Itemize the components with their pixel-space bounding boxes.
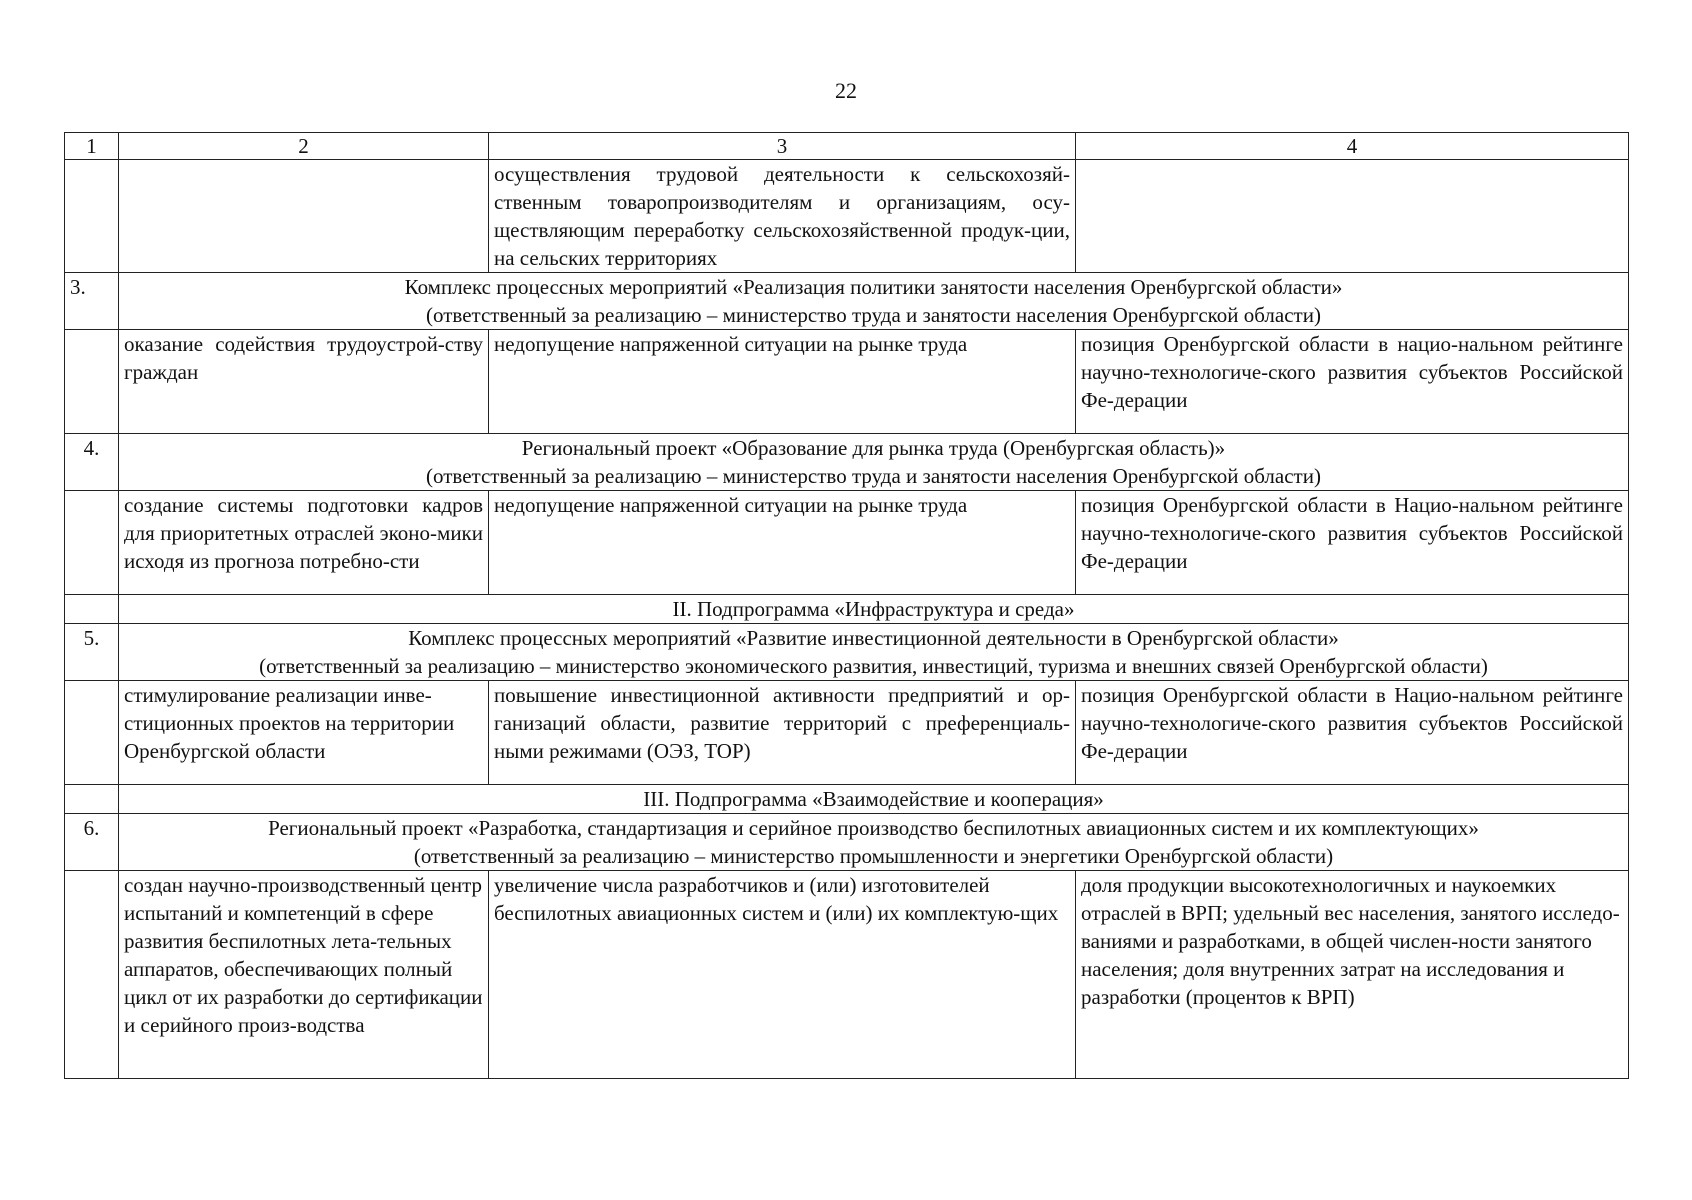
effect-cell: увеличение числа разработчиков и (или) изготовителей беспилотных авиационных систем и (или) их комплектую-щих — [489, 871, 1076, 1079]
column-number: 1 — [65, 133, 119, 160]
section-title: Региональный проект «Образование для рынка труда (Оренбургская область)» — [521, 436, 1226, 460]
section-responsible: (ответственный за реализацию – министерство труда и занятости населения Оренбургской области) — [426, 464, 1321, 488]
row-number: 5. — [65, 624, 119, 681]
task-cell: создание системы подготовки кадров для приоритетных отраслей эконо-мики исходя из прогноза потребно-сти — [119, 491, 489, 595]
section-header-row — [65, 814, 1629, 871]
section-responsible: (ответственный за реализацию – министерство промышленности и энергетики Оренбургской области) — [413, 844, 1334, 868]
section-header-row — [65, 434, 1629, 491]
num-cell — [65, 491, 119, 595]
indicator-cell — [1076, 160, 1629, 273]
effect-cell: недопущение напряженной ситуации на рынке труда — [489, 330, 1076, 434]
effect-cell: осуществления трудовой деятельности к сельскохозяй-ственным товаропроизводителям и организациям, осу-ществляющим переработку сельскохозяйственной продук-ции, на сельских территориях — [489, 160, 1076, 273]
table-row — [65, 330, 1629, 434]
table-row — [65, 871, 1629, 1079]
column-number: 3 — [489, 133, 1076, 160]
section-responsible: (ответственный за реализацию – министерство экономического развития, инвестиций, туризма и внешних связей Оренбургской области) — [259, 654, 1488, 678]
subprogram-title: II. Подпрограмма «Инфраструктура и среда» — [119, 595, 1629, 624]
num-cell — [65, 681, 119, 785]
page-number: 22 — [835, 78, 857, 103]
section-title: Комплекс процессных мероприятий «Реализация политики занятости населения Оренбургской области» — [404, 275, 1343, 299]
section-header-row — [65, 624, 1629, 681]
column-number: 4 — [1076, 133, 1629, 160]
section-title-cell — [119, 624, 1629, 681]
subprogram-row — [65, 595, 1629, 624]
effect-cell: недопущение напряженной ситуации на рынке труда — [489, 491, 1076, 595]
num-cell — [65, 160, 119, 273]
section-title: Региональный проект «Разработка, стандартизация и серийное производство беспилотных авиационных систем и их комплектующих» — [268, 816, 1479, 840]
indicator-cell: позиция Оренбургской области в Нацио-нальном рейтинге научно-технологиче-ского развития субъектов Российской Фе-дерации — [1076, 491, 1629, 595]
indicator-cell: доля продукции высокотехнологичных и наукоемких отраслей в ВРП; удельный вес населения, занятого исследо-ваниями и разработками, в общей числен-ности занятого населения; доля внутренних затрат на исследования и разработки (процентов к ВРП) — [1076, 871, 1629, 1079]
indicator-cell: позиция Оренбургской области в нацио-нальном рейтинге научно-технологиче-ского развития субъектов Российской Фе-дерации — [1076, 330, 1629, 434]
num-cell — [65, 330, 119, 434]
row-number: 4. — [65, 434, 119, 491]
section-header-row — [65, 273, 1629, 330]
num-cell — [65, 871, 119, 1079]
task-cell: оказание содействия трудоустрой-ству граждан — [119, 330, 489, 434]
indicator-cell: позиция Оренбургской области в Нацио-нальном рейтинге научно-технологиче-ского развития субъектов Российской Фе-дерации — [1076, 681, 1629, 785]
program-table — [64, 132, 1629, 1079]
section-title: Комплекс процессных мероприятий «Развитие инвестиционной деятельности в Оренбургской области» — [408, 626, 1339, 650]
continuation-row — [65, 160, 1629, 273]
table-row — [65, 491, 1629, 595]
table-row — [65, 681, 1629, 785]
column-number: 2 — [119, 133, 489, 160]
row-number: 3. — [65, 273, 119, 330]
num-cell — [65, 785, 119, 814]
section-title-cell — [119, 814, 1629, 871]
effect-cell: повышение инвестиционной активности предприятий и ор-ганизаций области, развитие территорий с преференциаль-ными режимами (ОЭЗ, ТОР) — [489, 681, 1076, 785]
section-title-cell — [119, 273, 1629, 330]
num-cell — [65, 595, 119, 624]
row-number: 6. — [65, 814, 119, 871]
section-responsible: (ответственный за реализацию – министерство труда и занятости населения Оренбургской области) — [426, 303, 1321, 327]
column-number-row — [65, 133, 1629, 160]
subprogram-row — [65, 785, 1629, 814]
task-cell: создан научно-производственный центр испытаний и компетенций в сфере развития беспилотных лета-тельных аппаратов, обеспечивающих полный цикл от их разработки до сертификации и серийного произ-водства — [119, 871, 489, 1079]
task-cell — [119, 160, 489, 273]
task-cell: стимулирование реализации инве-стиционных проектов на территории Оренбургской области — [119, 681, 489, 785]
section-title-cell — [119, 434, 1629, 491]
subprogram-title: III. Подпрограмма «Взаимодействие и кооперация» — [119, 785, 1629, 814]
